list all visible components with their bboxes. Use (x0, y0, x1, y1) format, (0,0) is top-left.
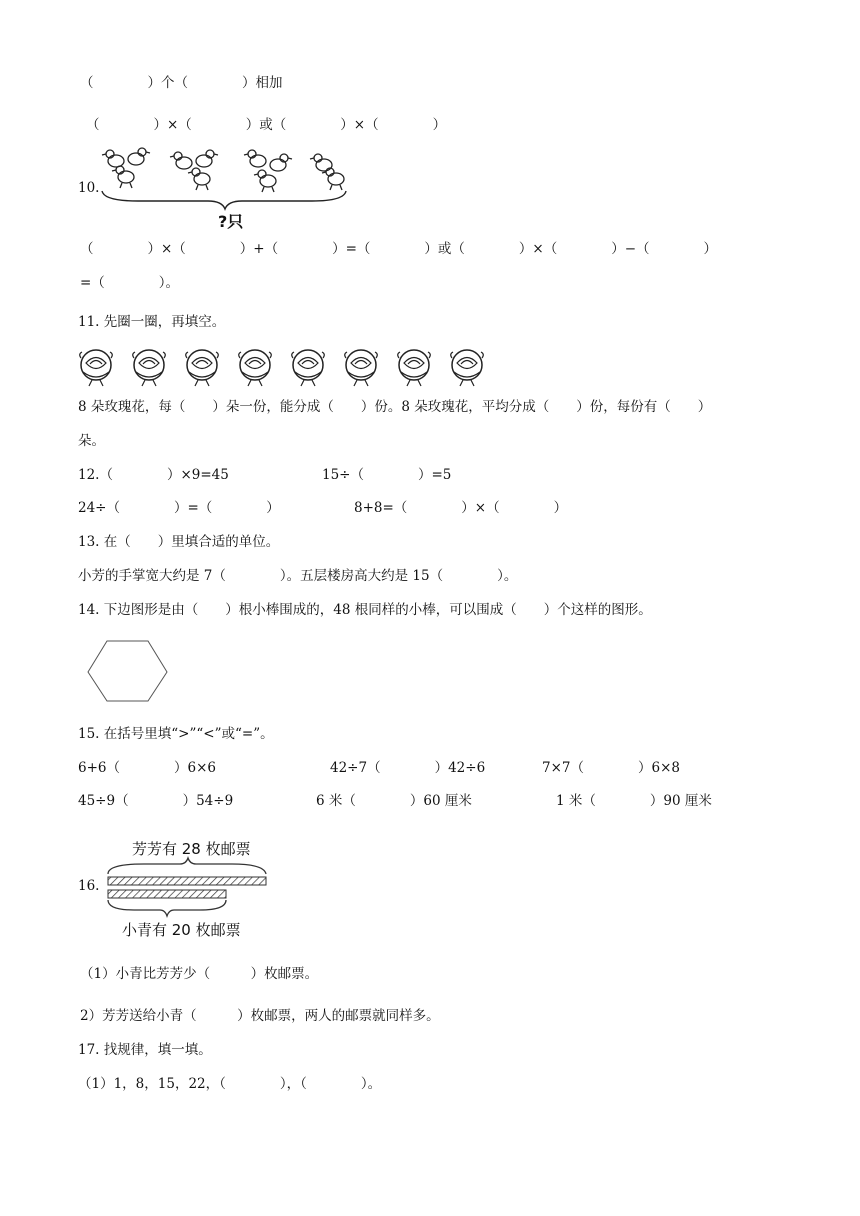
q16-sub2: 2）芳芳送给小青（ ）枚邮票，两人的邮票就同样多。 (80, 1008, 440, 1024)
chick-group-4 (310, 154, 344, 190)
q11-line2: 朵。 (78, 433, 105, 449)
rose-2 (133, 350, 166, 386)
q11-title: 11. 先圈一圈，再填空。 (78, 314, 226, 330)
q13-title: 13. 在（ ）里填合适的单位。 (78, 534, 280, 550)
chick-group-2 (170, 150, 218, 190)
rose-1 (80, 350, 113, 386)
roses-picture (76, 346, 496, 388)
rose-3 (186, 350, 219, 386)
q17-title: 17. 找规律，填一填。 (78, 1042, 212, 1058)
q17-sub1: （1）1，8，15，22，（ ），（ ）。 (78, 1076, 382, 1092)
xiaoqing-label: 小青有 20 枚邮票 (122, 921, 241, 939)
q10-line1: （ ）×（ ）+（ ）=（ ）或（ ）×（ ）−（ ） (80, 241, 718, 257)
rose-8 (451, 350, 484, 386)
q14-title: 14. 下边图形是由（ ）根小棒围成的，48 根同样的小棒，可以围成（ ）个这样的图形。 (78, 602, 652, 618)
q12-line1a: 12.（ ）×9=45 (78, 467, 229, 483)
q11-line1: 8 朵玫瑰花，每（ ）朵一份，能分成（ ）份。8 朵玫瑰花，平均分成（ ）份，每份有（ ） (78, 399, 712, 415)
q16-sub1: （1）小青比芳芳少（ ）枚邮票。 (80, 966, 319, 982)
stamps-bar-diagram (104, 834, 284, 942)
fangfang-bar (108, 877, 266, 885)
q12-line2b: 8+8=（ ）×（ ） (354, 500, 568, 516)
chicks-picture (98, 145, 358, 235)
q9-line1: （ ）个（ ）相加 (80, 75, 283, 91)
q15-r1b: 42÷7（ ）42÷6 (330, 760, 486, 776)
q12-line2a: 24÷（ ）=（ ） (78, 500, 280, 516)
hexagon-figure (86, 638, 170, 704)
chick-group-3 (244, 150, 292, 192)
q15-r2c: 1 米（ ）90 厘米 (556, 793, 712, 809)
q16-number: 16. (78, 878, 100, 894)
rose-6 (345, 350, 378, 386)
q12-line1b: 15÷（ ）=5 (322, 467, 452, 483)
q9-line2: （ ）×（ ）或（ ）×（ ） (86, 117, 447, 133)
q15-r1c: 7×7（ ）6×8 (542, 760, 680, 776)
bottom-brace (108, 900, 226, 916)
q15-title: 15. 在括号里填“>”“<”或“=”。 (78, 726, 274, 742)
rose-5 (292, 350, 325, 386)
rose-7 (398, 350, 431, 386)
q13-line1: 小芳的手掌宽大约是 7（ ）。五层楼房高大约是 15（ ）。 (78, 568, 518, 584)
xiaoqing-bar (108, 890, 226, 898)
q10-number: 10. (78, 180, 100, 196)
fangfang-label: 芳芳有 28 枚邮票 (132, 840, 251, 858)
top-brace (108, 858, 266, 874)
rose-4 (239, 350, 272, 386)
brace (102, 191, 346, 209)
chick-total-label: ?只 (218, 212, 244, 231)
q15-r2b: 6 米（ ）60 厘米 (316, 793, 472, 809)
q10-line2: =（ ）。 (80, 275, 180, 291)
q15-r1a: 6+6（ ）6×6 (78, 760, 216, 776)
q15-r2a: 45÷9（ ）54÷9 (78, 793, 234, 809)
chick-group-1 (102, 148, 150, 188)
